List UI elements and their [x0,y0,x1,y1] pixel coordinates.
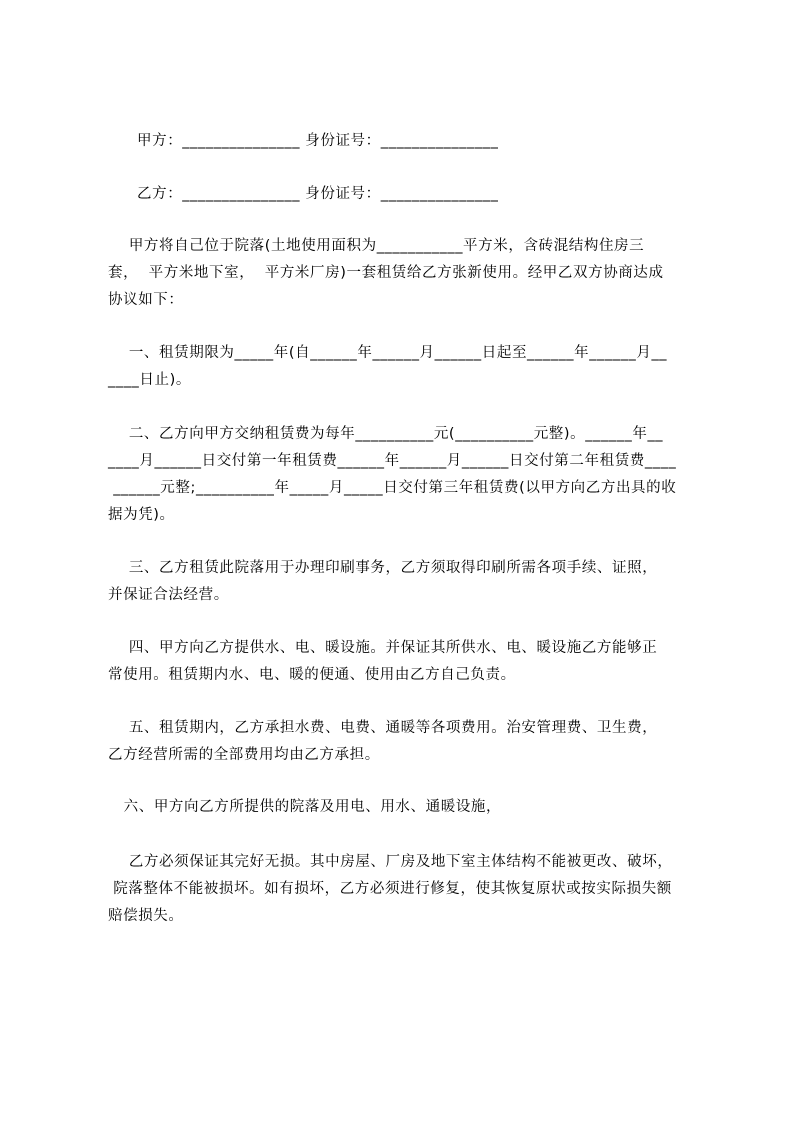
paragraph-line: 一、租赁期限为_____年(自______年______月______日起至______年______月__ [108,345,668,361]
party-b-line: 乙方：_______________ 身份证号：_______________ [137,186,499,202]
paragraph-line: 三、乙方租赁此院落用于办理印刷事务，乙方须取得印刷所需各项手续、证照， [108,560,658,576]
paragraph-line: 院落整体不能被损坏。如有损坏，乙方必须进行修复，使其恢复原状或按实际损失额 [108,881,672,897]
paragraph-line: 套， 平方米地下室， 平方米厂房)一套租赁给乙方张新使用。经甲乙双方协商达成 [108,265,664,281]
paragraph-line: 常使用。租赁期内水、电、暖的便通、使用由乙方自己负责。 [108,667,516,683]
paragraph-line: 二、乙方向甲方交纳租赁费为每年__________元(__________元整)。______年__ [108,426,664,442]
paragraph-line: 赔偿损失。 [108,908,184,924]
paragraph-line: 四、甲方向乙方提供水、电、暖设施。并保证其所供水、电、暖设施乙方能够正 [108,640,658,656]
paragraph-line: ____月______日交付第一年租赁费______年______月______日交付第二年租赁费____ [108,453,677,469]
paragraph-line: 甲方将自己位于院落(土地使用面积为___________平方米，含砖混结构住房三 [108,238,645,254]
party-a-line: 甲方：_______________ 身份证号：_______________ [137,133,499,149]
paragraph-line: 协议如下： [108,292,184,308]
paragraph-line: 五、租赁期内，乙方承担水费、电费、通暖等各项费用。治安管理费、卫生费， [108,720,658,736]
paragraph-line: 六、甲方向乙方所提供的院落及用电、用水、通暖设施， [108,799,502,815]
paragraph-line: 乙方经营所需的全部费用均由乙方承担。 [108,747,380,763]
paragraph-line: 并保证合法经营。 [108,587,229,603]
paragraph-line: 据为凭)。 [108,507,175,523]
paragraph-line: ______元整;__________年_____月_____日交付第三年租赁费(以甲方向乙方出具的收 [108,480,677,496]
paragraph-line: 乙方必须保证其完好无损。其中房屋、厂房及地下室主体结构不能被更改、破坏， [108,854,673,870]
paragraph-line: ____日止)。 [108,372,191,388]
